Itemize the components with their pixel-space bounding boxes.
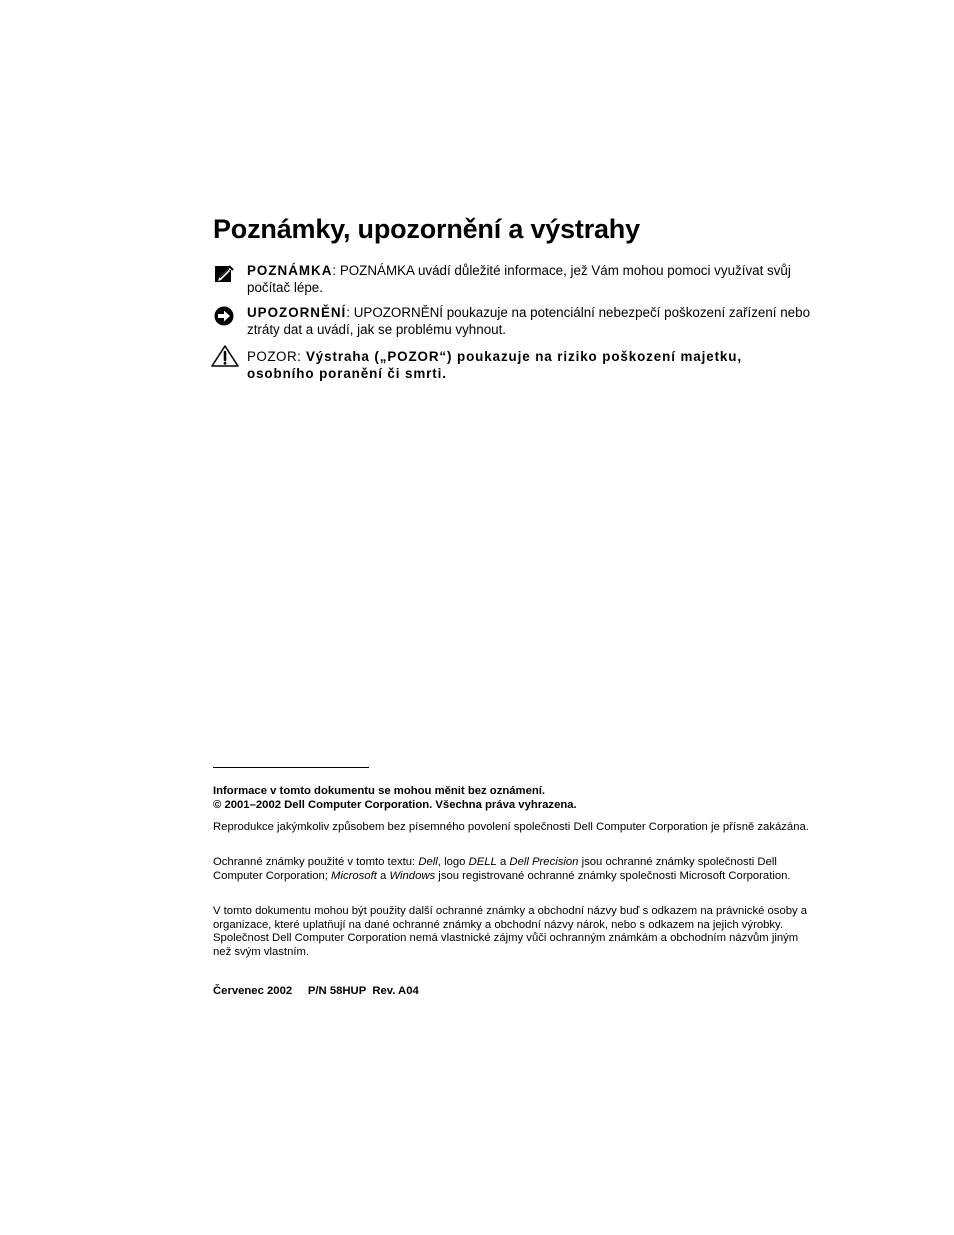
- trademarks-paragraph: [213, 856, 813, 883]
- reproduction-paragraph: Reprodukce jakýmkoliv způsobem bez písemného povolení společnosti Dell Computer Corporation je přísně zakázána.: [213, 821, 809, 833]
- change-notice-line: Informace v tomto dokumentu se mohou měnit bez oznámení.: [213, 785, 546, 797]
- trademark-dell-precision: Dell Precision: [509, 856, 579, 868]
- publication-date: Červenec 2002: [213, 985, 293, 997]
- notice-separator: :: [346, 305, 351, 320]
- notice-text: UPOZORNĚNÍ poukazuje na potenciální nebezpečí poškození zařízení nebo ztráty dat a uvádí, jak se problému vyhnout.: [247, 305, 811, 337]
- trademarks-text: , logo: [437, 856, 469, 868]
- trademark-windows: Windows: [389, 869, 436, 882]
- trademarks-text: a: [376, 869, 390, 882]
- notice-notice: [213, 304, 813, 338]
- caution-separator: :: [297, 349, 302, 364]
- warning-triangle-icon: [211, 344, 241, 368]
- other-trademarks-paragraph: V tomto dokumentu mohou být použity další ochranné známky a obchodní názvy buď s odkazem na právnické osoby a organizace, které uplatňují na dané ochranné známky a obchodní názvy nárok, nebo s odkazem na jejich výrobky. Společnost Dell Computer Corporation nemá vlastnické zájmy vůči ochranným známkám a obchodním názvům jiným než svým vlastním.: [213, 905, 808, 958]
- notice-label: UPOZORNĚNÍ: [247, 305, 347, 320]
- page-title: Poznámky, upozornění a výstrahy: [213, 214, 640, 244]
- caution-notice: [213, 348, 813, 382]
- note-separator: :: [332, 263, 337, 278]
- trademark-microsoft: Microsoft: [331, 869, 377, 882]
- note-text: POZNÁMKA uvádí důležité informace, jež Vám mohou pomoci využívat svůj počítač lépe.: [247, 263, 791, 295]
- trademark-dell: Dell: [418, 856, 438, 868]
- change-notice: [213, 785, 813, 812]
- footnote-divider: [213, 767, 369, 768]
- note-notice: [213, 262, 813, 296]
- trademarks-text: a: [496, 856, 510, 868]
- caution-label: POZOR: [247, 349, 298, 364]
- copyright-line: © 2001–2002 Dell Computer Corporation. Všechna práva vyhrazena.: [213, 798, 577, 811]
- trademarks-text: jsou ochranné známky společnosti Dell Computer Corporation;: [213, 856, 777, 882]
- trademark-dell-logo: DELL: [468, 856, 497, 868]
- publication-info: [213, 985, 419, 997]
- note-label: POZNÁMKA: [247, 263, 333, 278]
- revision: Rev. A04: [372, 985, 419, 997]
- part-number: P/N 58HUP: [307, 985, 367, 997]
- trademarks-text: jsou registrované ochranné známky společnosti Microsoft Corporation.: [435, 869, 791, 882]
- arrow-circle-icon: [213, 306, 237, 326]
- note-pencil-icon: [213, 264, 237, 284]
- trademarks-text: Ochranné známky použité v tomto textu:: [213, 856, 419, 868]
- caution-text: Výstraha („POZOR“) poukazuje na riziko poškození majetku, osobního poranění či smrti.: [247, 349, 742, 381]
